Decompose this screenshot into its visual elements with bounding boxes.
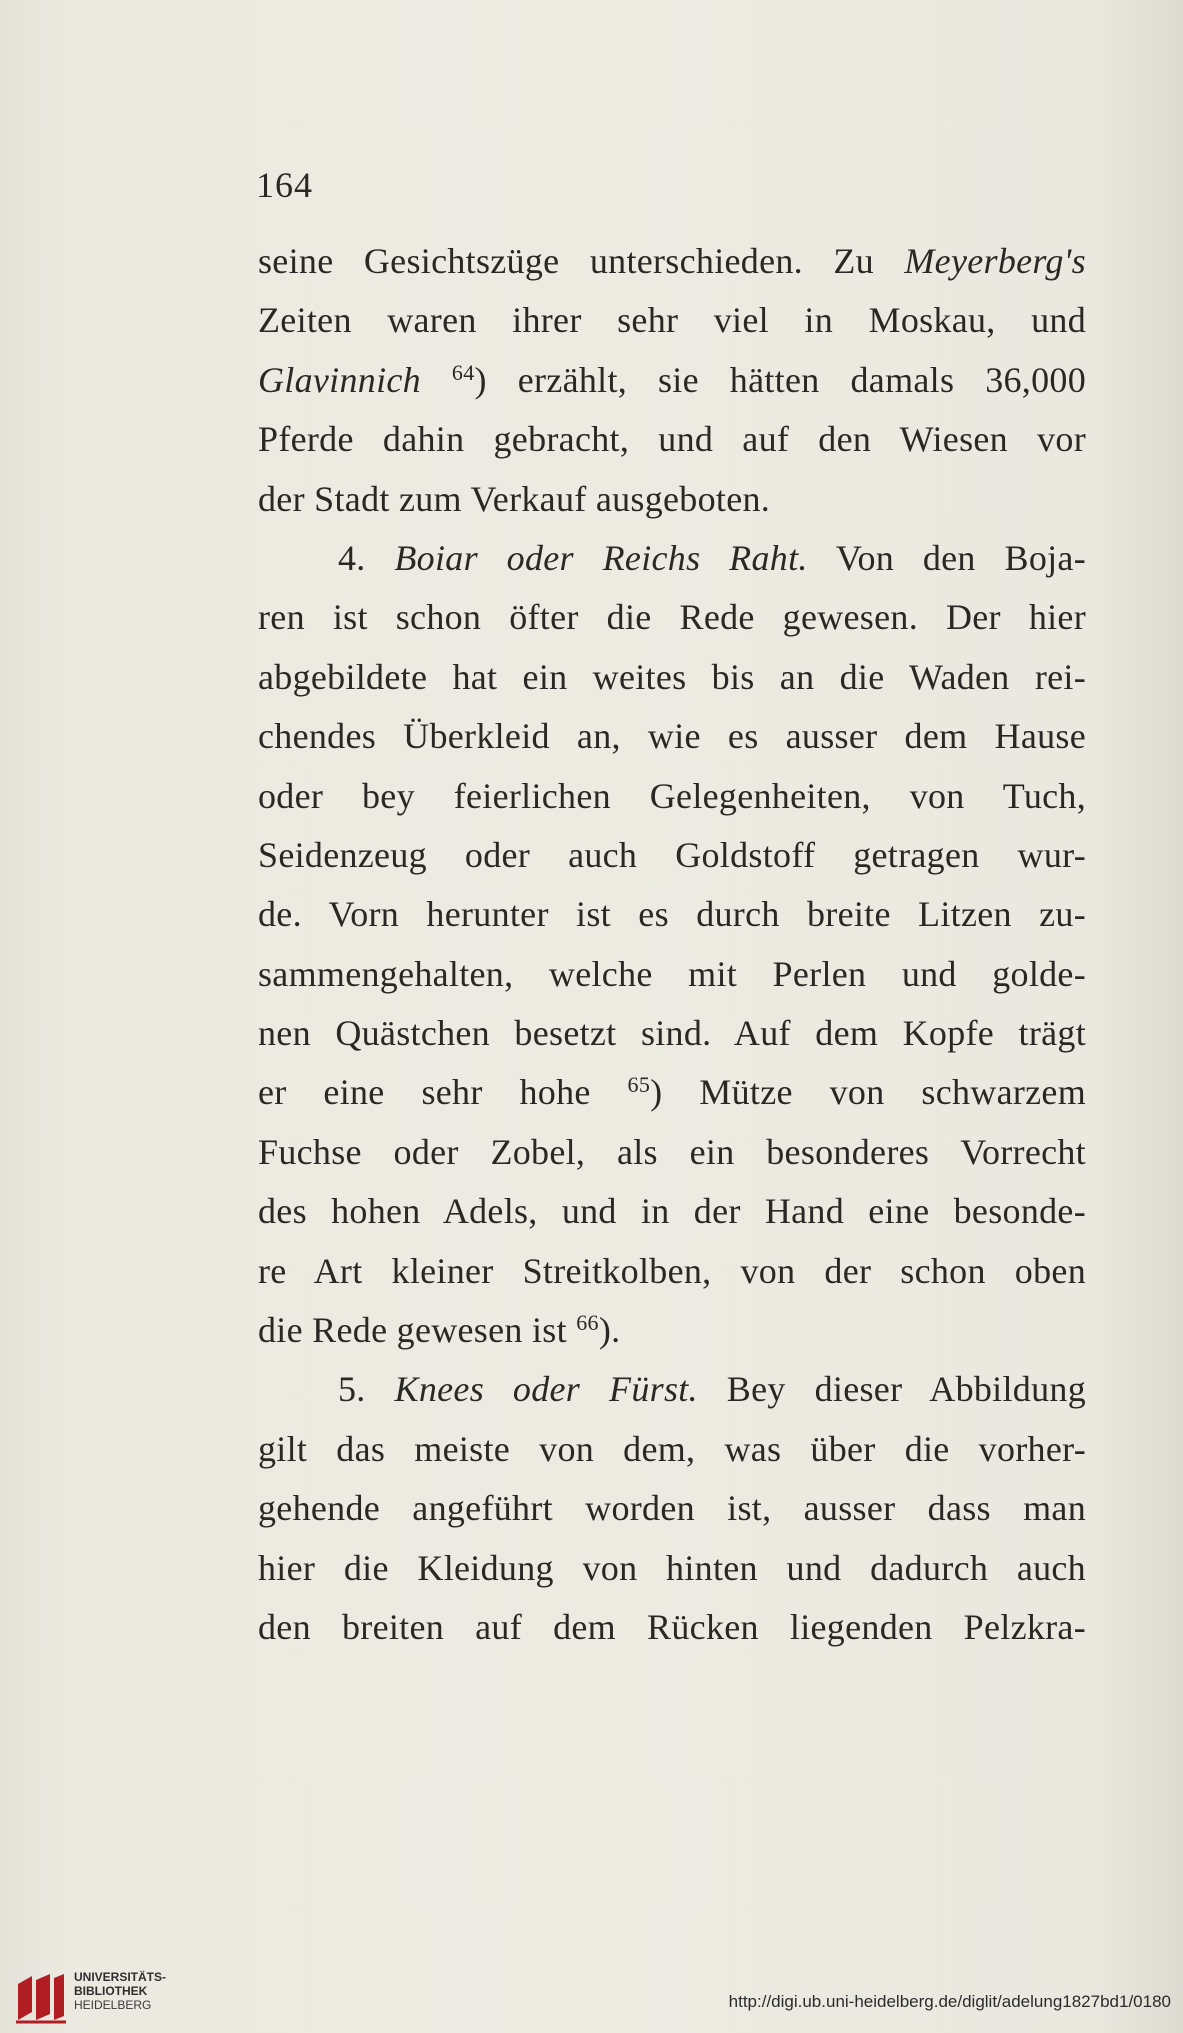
text-line: der Stadt zum Verkauf ausgeboten.: [258, 478, 771, 519]
section-heading-line: 5. Knees oder Fürst. Bey dieser Abbildung: [338, 1369, 1086, 1410]
text-line: Fuchse oder Zobel, als ein besonderes Vorrecht: [258, 1131, 1086, 1172]
text-line: gilt das meiste von dem, was über die vorher-: [258, 1428, 1086, 1469]
text-line: Seidenzeug oder auch Goldstoff getragen wur-: [258, 834, 1086, 875]
footer: [0, 1960, 1183, 2033]
text-line: Zeiten waren ihrer sehr viel in Moskau, und: [258, 300, 1086, 341]
text-line: seine Gesichtszüge unterschieden. Zu Meyerberg's: [258, 241, 1086, 281]
library-name: UNIVERSITÄTS- BIBLIOTHEK HEIDELBERG: [74, 1970, 167, 2012]
text-line: Pferde dahin gebracht, und auf den Wiesen vor: [258, 419, 1086, 460]
footnote-ref: 65: [627, 1072, 651, 1098]
text-line: de. Vorn herunter ist es durch breite Litzen zu-: [258, 894, 1086, 935]
footnote-ref: 66: [576, 1310, 599, 1336]
body-text: [258, 232, 1086, 1657]
text-line: hier die Kleidung von hinten und dadurch auch: [258, 1547, 1086, 1588]
text-line: den breiten auf dem Rücken liegenden Pelzkra-: [258, 1606, 1086, 1647]
text-line: chendes Überkleid an, wie es ausser dem Hause: [258, 716, 1086, 757]
text-line: gehende angeführt worden ist, ausser dass man: [258, 1488, 1086, 1529]
text-line: abgebildete hat ein weites bis an die Waden rei-: [258, 656, 1086, 697]
text-line: re Art kleiner Streitkolben, von der schon oben: [258, 1250, 1086, 1291]
text-line: oder bey feierlichen Gelegenheiten, von Tuch,: [258, 775, 1086, 816]
text-line: nen Quästchen besetzt sind. Auf dem Kopfe trägt: [258, 1013, 1086, 1054]
text-line: des hohen Adels, und in der Hand eine besonde-: [258, 1191, 1086, 1232]
library-logo-icon: [12, 1970, 68, 2026]
text-line: die Rede gewesen ist $^{66}$).: [258, 1310, 621, 1351]
text-line: Glavinnich $^{64}$) erzählt, sie hätten damals 36,000: [258, 359, 1086, 400]
page-number: 164: [256, 165, 313, 205]
text-line: er eine sehr hohe $^{65}$) Mütze von schwarzem: [258, 1072, 1086, 1113]
source-url-link[interactable]: http://digi.ub.uni-heidelberg.de/diglit/adelung1827bd1/0180: [728, 1992, 1171, 2011]
text-line: sammengehalten, welche mit Perlen und golde-: [258, 953, 1086, 994]
footnote-ref: 64: [451, 359, 475, 385]
text-line: ren ist schon öfter die Rede gewesen. Der hier: [258, 597, 1086, 638]
section-heading-line: 4. Boiar oder Reichs Raht. Von den Boja-: [338, 537, 1086, 578]
